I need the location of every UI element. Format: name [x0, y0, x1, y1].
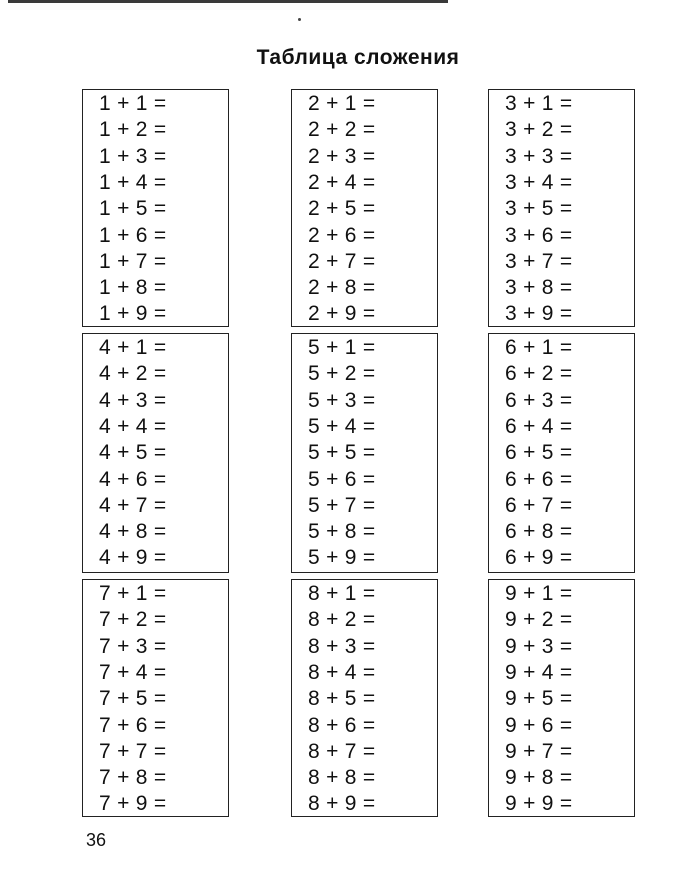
equation-4-2: 4 + 2 = — [99, 362, 167, 386]
equation-8-4: 8 + 4 = — [308, 660, 376, 684]
equation-4-6: 4 + 6 = — [99, 467, 167, 491]
equation-8-6: 8 + 6 = — [308, 713, 376, 737]
equation-2-6: 2 + 6 = — [308, 223, 376, 247]
equation-4-7: 4 + 7 = — [99, 493, 167, 517]
equation-4-4: 4 + 4 = — [99, 414, 167, 438]
equation-9-8: 9 + 8 = — [505, 766, 573, 790]
equation-6-6: 6 + 6 = — [505, 467, 573, 491]
equation-3-7: 3 + 7 = — [505, 249, 573, 273]
equation-3-5: 3 + 5 = — [505, 197, 573, 221]
addition-block-1 — [82, 89, 229, 327]
addition-block-5 — [291, 333, 438, 573]
equation-1-3: 1 + 3 = — [99, 144, 167, 168]
addition-block-4 — [82, 333, 229, 573]
equation-8-9: 8 + 9 = — [308, 792, 376, 816]
equation-6-4: 6 + 4 = — [505, 414, 573, 438]
equation-8-8: 8 + 8 = — [308, 766, 376, 790]
equation-6-7: 6 + 7 = — [505, 493, 573, 517]
equation-9-7: 9 + 7 = — [505, 739, 573, 763]
equation-9-5: 9 + 5 = — [505, 687, 573, 711]
equation-1-2: 1 + 2 = — [99, 118, 167, 142]
equation-1-1: 1 + 1 = — [99, 92, 167, 115]
addition-block-2 — [291, 89, 438, 327]
equation-4-8: 4 + 8 = — [99, 520, 167, 544]
equation-2-2: 2 + 2 = — [308, 118, 376, 142]
equation-9-2: 9 + 2 = — [505, 608, 573, 632]
equation-5-2: 5 + 2 = — [308, 362, 376, 386]
equation-5-9: 5 + 9 = — [308, 546, 376, 570]
equation-8-5: 8 + 5 = — [308, 687, 376, 711]
equation-7-9: 7 + 9 = — [99, 792, 167, 816]
addition-block-3 — [488, 89, 635, 327]
equation-6-2: 6 + 2 = — [505, 362, 573, 386]
equation-3-9: 3 + 9 = — [505, 302, 573, 326]
addition-block-8 — [291, 579, 438, 817]
equation-1-7: 1 + 7 = — [99, 249, 167, 273]
equation-7-4: 7 + 4 = — [99, 660, 167, 684]
equation-4-1: 4 + 1 = — [99, 336, 167, 359]
equation-5-4: 5 + 4 = — [308, 414, 376, 438]
addition-block-9 — [488, 579, 635, 817]
equation-6-1: 6 + 1 = — [505, 336, 573, 359]
addition-block-7 — [82, 579, 229, 817]
equation-1-9: 1 + 9 = — [99, 302, 167, 326]
addition-block-6 — [488, 333, 635, 573]
equation-3-3: 3 + 3 = — [505, 144, 573, 168]
equation-3-4: 3 + 4 = — [505, 170, 573, 194]
equation-9-1: 9 + 1 = — [505, 582, 573, 605]
equation-5-8: 5 + 8 = — [308, 520, 376, 544]
top-rule — [8, 0, 448, 3]
equation-1-4: 1 + 4 = — [99, 170, 167, 194]
equation-5-5: 5 + 5 = — [308, 441, 376, 465]
equation-2-7: 2 + 7 = — [308, 249, 376, 273]
equation-7-8: 7 + 8 = — [99, 766, 167, 790]
page-title: Таблица сложения — [256, 46, 460, 69]
equation-1-5: 1 + 5 = — [99, 197, 167, 221]
equation-5-1: 5 + 1 = — [308, 336, 376, 359]
equation-9-4: 9 + 4 = — [505, 660, 573, 684]
equation-3-1: 3 + 1 = — [505, 92, 573, 115]
equation-9-6: 9 + 6 = — [505, 713, 573, 737]
equation-7-2: 7 + 2 = — [99, 608, 167, 632]
equation-8-2: 8 + 2 = — [308, 608, 376, 632]
equation-9-3: 9 + 3 = — [505, 634, 573, 658]
equation-2-4: 2 + 4 = — [308, 170, 376, 194]
equation-8-1: 8 + 1 = — [308, 582, 376, 605]
page-number: 36 — [86, 830, 107, 850]
equation-2-1: 2 + 1 = — [308, 92, 376, 115]
equation-5-3: 5 + 3 = — [308, 388, 376, 412]
equation-7-1: 7 + 1 = — [99, 582, 167, 605]
equation-7-7: 7 + 7 = — [99, 739, 167, 763]
equation-3-6: 3 + 6 = — [505, 223, 573, 247]
equation-7-3: 7 + 3 = — [99, 634, 167, 658]
equation-6-8: 6 + 8 = — [505, 520, 573, 544]
equation-8-7: 8 + 7 = — [308, 739, 376, 763]
equation-7-5: 7 + 5 = — [99, 687, 167, 711]
equation-7-6: 7 + 6 = — [99, 713, 167, 737]
equation-9-9: 9 + 9 = — [505, 792, 573, 816]
equation-1-6: 1 + 6 = — [99, 223, 167, 247]
print-speck — [298, 18, 301, 21]
equation-4-9: 4 + 9 = — [99, 546, 167, 570]
equation-8-3: 8 + 3 = — [308, 634, 376, 658]
equation-3-2: 3 + 2 = — [505, 118, 573, 142]
equation-4-3: 4 + 3 = — [99, 388, 167, 412]
equation-5-7: 5 + 7 = — [308, 493, 376, 517]
equation-2-5: 2 + 5 = — [308, 197, 376, 221]
equation-2-3: 2 + 3 = — [308, 144, 376, 168]
equation-5-6: 5 + 6 = — [308, 467, 376, 491]
equation-6-9: 6 + 9 = — [505, 546, 573, 570]
equation-6-3: 6 + 3 = — [505, 388, 573, 412]
equation-4-5: 4 + 5 = — [99, 441, 167, 465]
equation-6-5: 6 + 5 = — [505, 441, 573, 465]
equation-3-8: 3 + 8 = — [505, 276, 573, 300]
equation-1-8: 1 + 8 = — [99, 276, 167, 300]
equation-2-9: 2 + 9 = — [308, 302, 376, 326]
equation-2-8: 2 + 8 = — [308, 276, 376, 300]
